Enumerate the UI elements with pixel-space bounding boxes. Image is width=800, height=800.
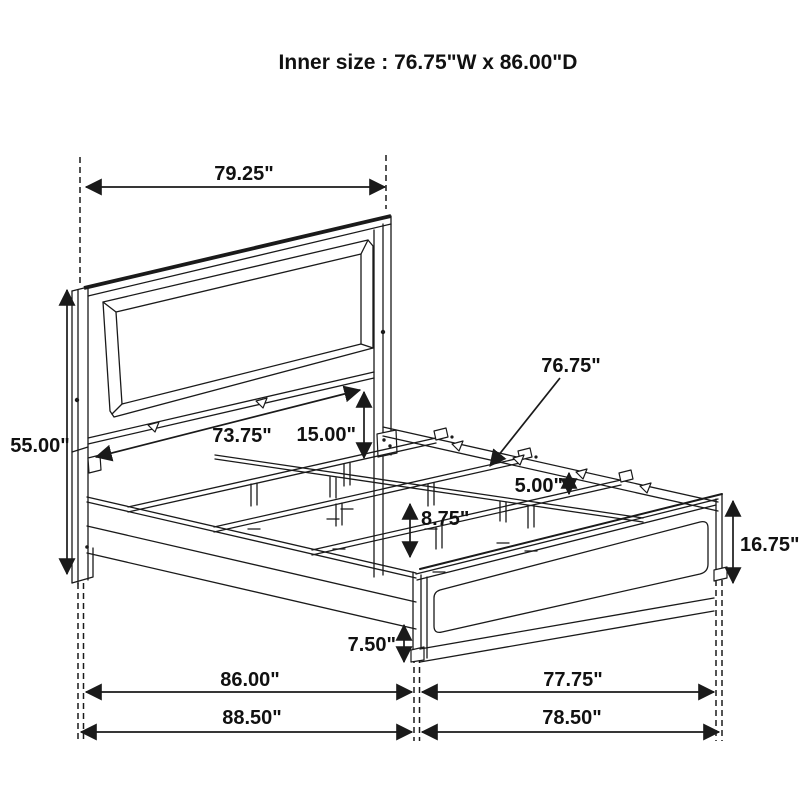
dim-label-footboard-outer-width: 78.50" — [542, 707, 602, 729]
rail-bracket-plate — [88, 455, 101, 473]
headboard — [72, 216, 397, 584]
side-rail-far — [383, 427, 718, 511]
side-rail-front — [87, 497, 416, 629]
diagram-title: Inner size : 76.75"W x 86.00"D — [278, 51, 578, 74]
headboard-panel-bevel — [116, 254, 361, 404]
bracket-hole-dot — [382, 438, 385, 441]
footboard-base-line — [420, 611, 714, 662]
headboard-peg-dot — [75, 398, 79, 402]
front-rail-top-inner — [87, 502, 416, 578]
dim-label-headboard-height: 55.00" — [10, 435, 70, 457]
slat-bracket — [434, 428, 448, 440]
dim-label-footboard-inner-width: 77.75" — [543, 669, 603, 691]
footboard-right-foot — [714, 567, 727, 581]
slat-bracket — [619, 470, 633, 482]
footboard-panel — [434, 522, 708, 633]
headboard-peg-dot — [381, 330, 385, 334]
headboard-left-post-joint — [72, 447, 88, 452]
center-rail-leg — [327, 477, 339, 519]
far-rail-bottom-edge — [383, 436, 718, 511]
dim-label-footboard-height: 16.75" — [740, 534, 800, 556]
dimension-annotations — [10, 163, 799, 732]
headboard-top-front-edge — [88, 224, 391, 296]
bracket-pin-dot — [450, 435, 453, 438]
slat-leg — [333, 503, 345, 549]
extension-lines — [78, 155, 722, 741]
headboard-panel-outer — [103, 240, 373, 417]
dim-label-headboard-bottom-gap: 15.00" — [296, 424, 356, 446]
dim-label-foot-clearance: 7.50" — [347, 634, 396, 656]
bracket-pin-dot — [534, 455, 537, 458]
dim-label-slat-support-height: 8.75" — [421, 508, 470, 530]
dim-label-headboard-inner-width: 73.75" — [212, 425, 272, 447]
dim-label-headboard-width: 79.25" — [214, 163, 274, 185]
headboard-top-edge — [84, 216, 391, 288]
dim-label-slat-inner-width: 76.75" — [541, 355, 601, 377]
front-rail-top-edge — [87, 497, 416, 573]
dim-label-rail-to-slat-drop: 5.00" — [514, 475, 563, 497]
dim-label-frame-inner-depth: 86.00" — [220, 669, 280, 691]
dim-label-frame-outer-depth: 88.50" — [222, 707, 282, 729]
headboard-leg-dot — [85, 545, 89, 549]
footboard-bottom-edge — [420, 598, 714, 649]
footboard-top-back-edge — [420, 494, 722, 569]
slat — [214, 458, 520, 532]
bracket-hole-dot — [388, 444, 391, 447]
